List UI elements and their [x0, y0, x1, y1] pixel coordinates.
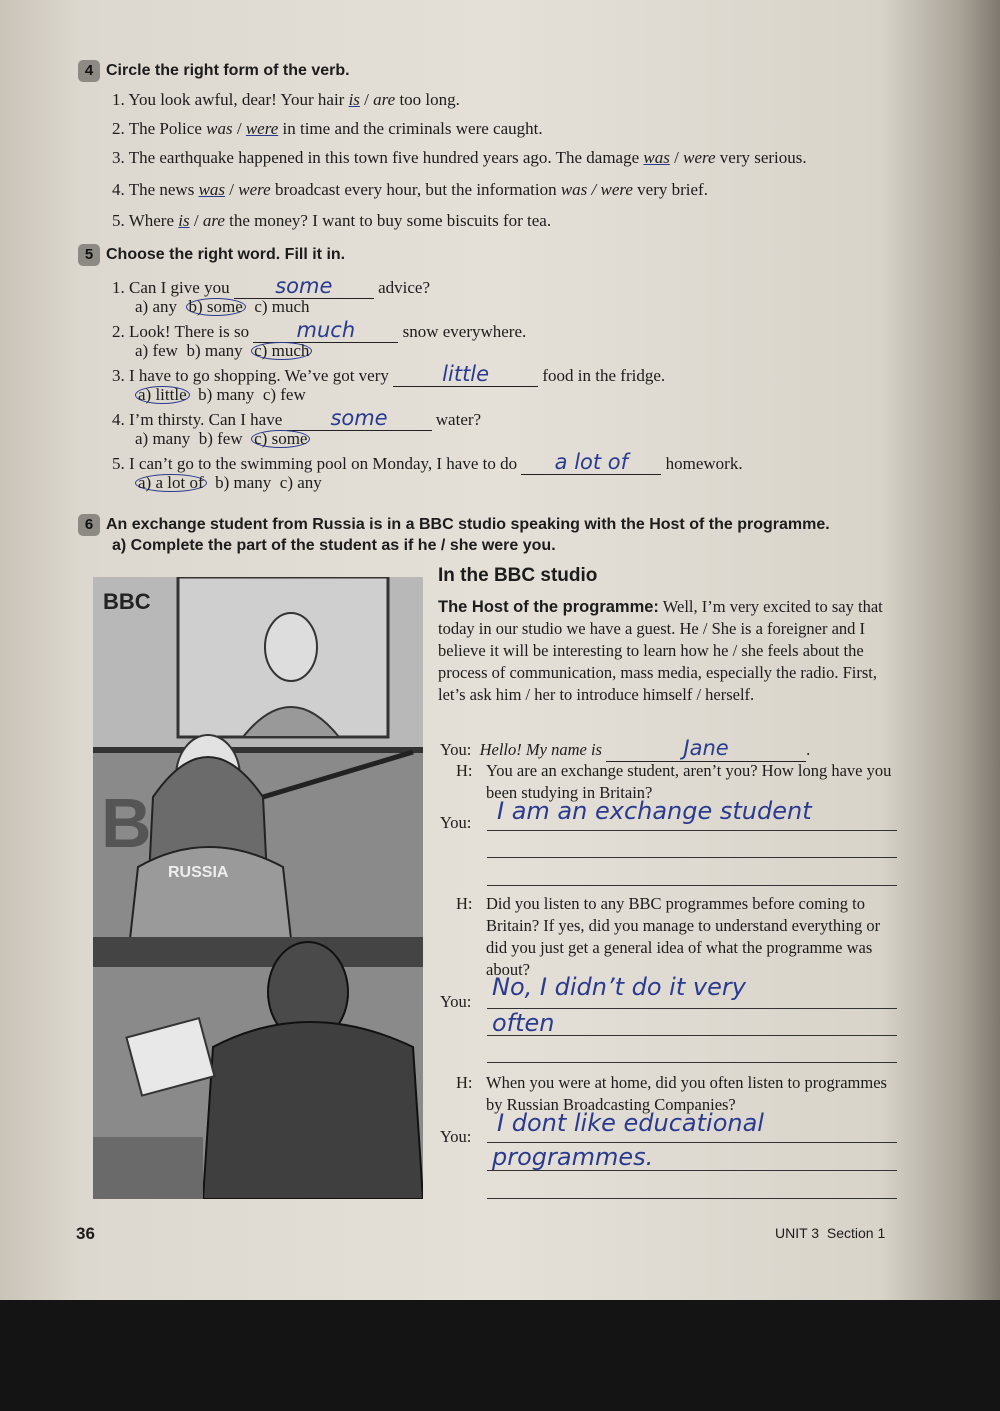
answer-line — [487, 1170, 897, 1171]
exercise-number: 4 — [78, 60, 100, 82]
exercise-5-header — [78, 244, 345, 266]
handwritten-answer: I dont like educational — [497, 1109, 764, 1137]
exercise-instruction: Choose the right word. Fill it in. — [106, 246, 346, 263]
ex4-item-3: 3. The earthquake happened in this town five hundred years ago. The damage was / were very serious. — [112, 148, 807, 167]
ex4-item-4: 4. The news was / were broadcast every hour, but the information was / were very brief. — [112, 180, 708, 199]
handwritten-answer: Jane — [683, 736, 729, 760]
answer-line — [487, 1062, 897, 1063]
answer-line — [487, 1198, 897, 1199]
host-question-2: H: Did you listen to any BBC programmes before coming to Britain? If yes, did you manage to understand everything or did you just get a general idea of what the programme was about? — [456, 894, 881, 979]
you-label-4: You: — [440, 1127, 472, 1146]
you-line-1: You: Hello! My name is Jane . — [440, 736, 811, 760]
ex5-item-3: 3. I have to go shopping. We’ve got very little food in the fridge. — [112, 362, 666, 386]
exercise-6-subinstruction: a) Complete the part of the student as if he / she were you. — [112, 537, 556, 554]
answer-line — [487, 830, 897, 831]
exercise-4-header — [78, 60, 350, 82]
shirt-text: RUSSIA — [168, 864, 229, 881]
answer-line — [487, 1035, 897, 1036]
unit-label: UNIT 3 Section 1 — [775, 1225, 886, 1241]
handwritten-answer: I am an exchange student — [497, 797, 812, 825]
host-question-1: H: You are an exchange student, aren’t you? How long have you been studying in Britain? — [456, 761, 892, 802]
handwritten-answer: No, I didn’t do it very — [492, 973, 746, 1001]
host-intro: The Host of the programme: Well, I’m very excited to say that today in our studio we have a guest. He / She is a foreigner and I believe it will be interesting to learn how he / she feels about the process of communication, mass media, especially the radio. First, let’s ask him / her to introduce himself / herself. — [438, 597, 883, 704]
handwritten-answer: little — [442, 362, 490, 386]
ex5-options-4: a) many b) few c) some — [135, 429, 310, 449]
ex4-item-2: 2. The Police was / were in time and the criminals were caught. — [112, 119, 543, 138]
scan-background — [0, 1300, 1000, 1411]
exercise-instruction: An exchange student from Russia is in a BBC studio speaking with the Host of the programme. — [106, 516, 830, 533]
handwritten-answer: often — [492, 1009, 555, 1037]
ex4-item-1: 1. You look awful, dear! Your hair is / are too long. — [112, 90, 460, 109]
exercise-number: 5 — [78, 244, 100, 266]
ex5-item-5: 5. I can’t go to the swimming pool on Monday, I have to do a lot of homework. — [112, 450, 743, 474]
you-label-2: You: — [440, 813, 472, 832]
ex5-options-5: a) a lot of b) many c) any — [135, 473, 322, 493]
wall-letter: B — [101, 784, 152, 862]
you-label-3: You: — [440, 992, 472, 1011]
page-number: 36 — [76, 1224, 95, 1243]
handwritten-answer: some — [275, 274, 333, 298]
bbc-studio-illustration — [93, 577, 423, 1199]
handwritten-answer: programmes. — [492, 1143, 654, 1171]
host-question-3: H: When you were at home, did you often listen to programmes by Russian Broadcasting Companies? — [456, 1073, 887, 1114]
handwritten-answer: some — [330, 406, 388, 430]
ex4-item-5: 5. Where is / are the money? I want to buy some biscuits for tea. — [112, 211, 552, 230]
exercise-6-header — [78, 514, 830, 536]
ex5-item-1: 1. Can I give you some advice? — [112, 274, 430, 298]
ex5-item-4: 4. I’m thirsty. Can I have some water? — [112, 406, 482, 430]
ex5-options-3: a) little b) many c) few — [135, 385, 306, 405]
ex5-options-1: a) any b) some c) much — [135, 297, 310, 316]
exercise-instruction: Circle the right form of the verb. — [106, 62, 350, 79]
dialogue-heading: In the BBC studio — [438, 565, 598, 586]
answer-line — [487, 857, 897, 858]
handwritten-answer: a lot of — [554, 450, 629, 474]
exercise-number: 6 — [78, 514, 100, 536]
bbc-sign: BBC — [103, 589, 151, 614]
answer-line — [487, 885, 897, 886]
ex5-item-2: 2. Look! There is so much snow everywhere. — [112, 318, 527, 342]
ex5-options-2: a) few b) many c) much — [135, 341, 312, 361]
handwritten-answer: much — [296, 318, 356, 342]
